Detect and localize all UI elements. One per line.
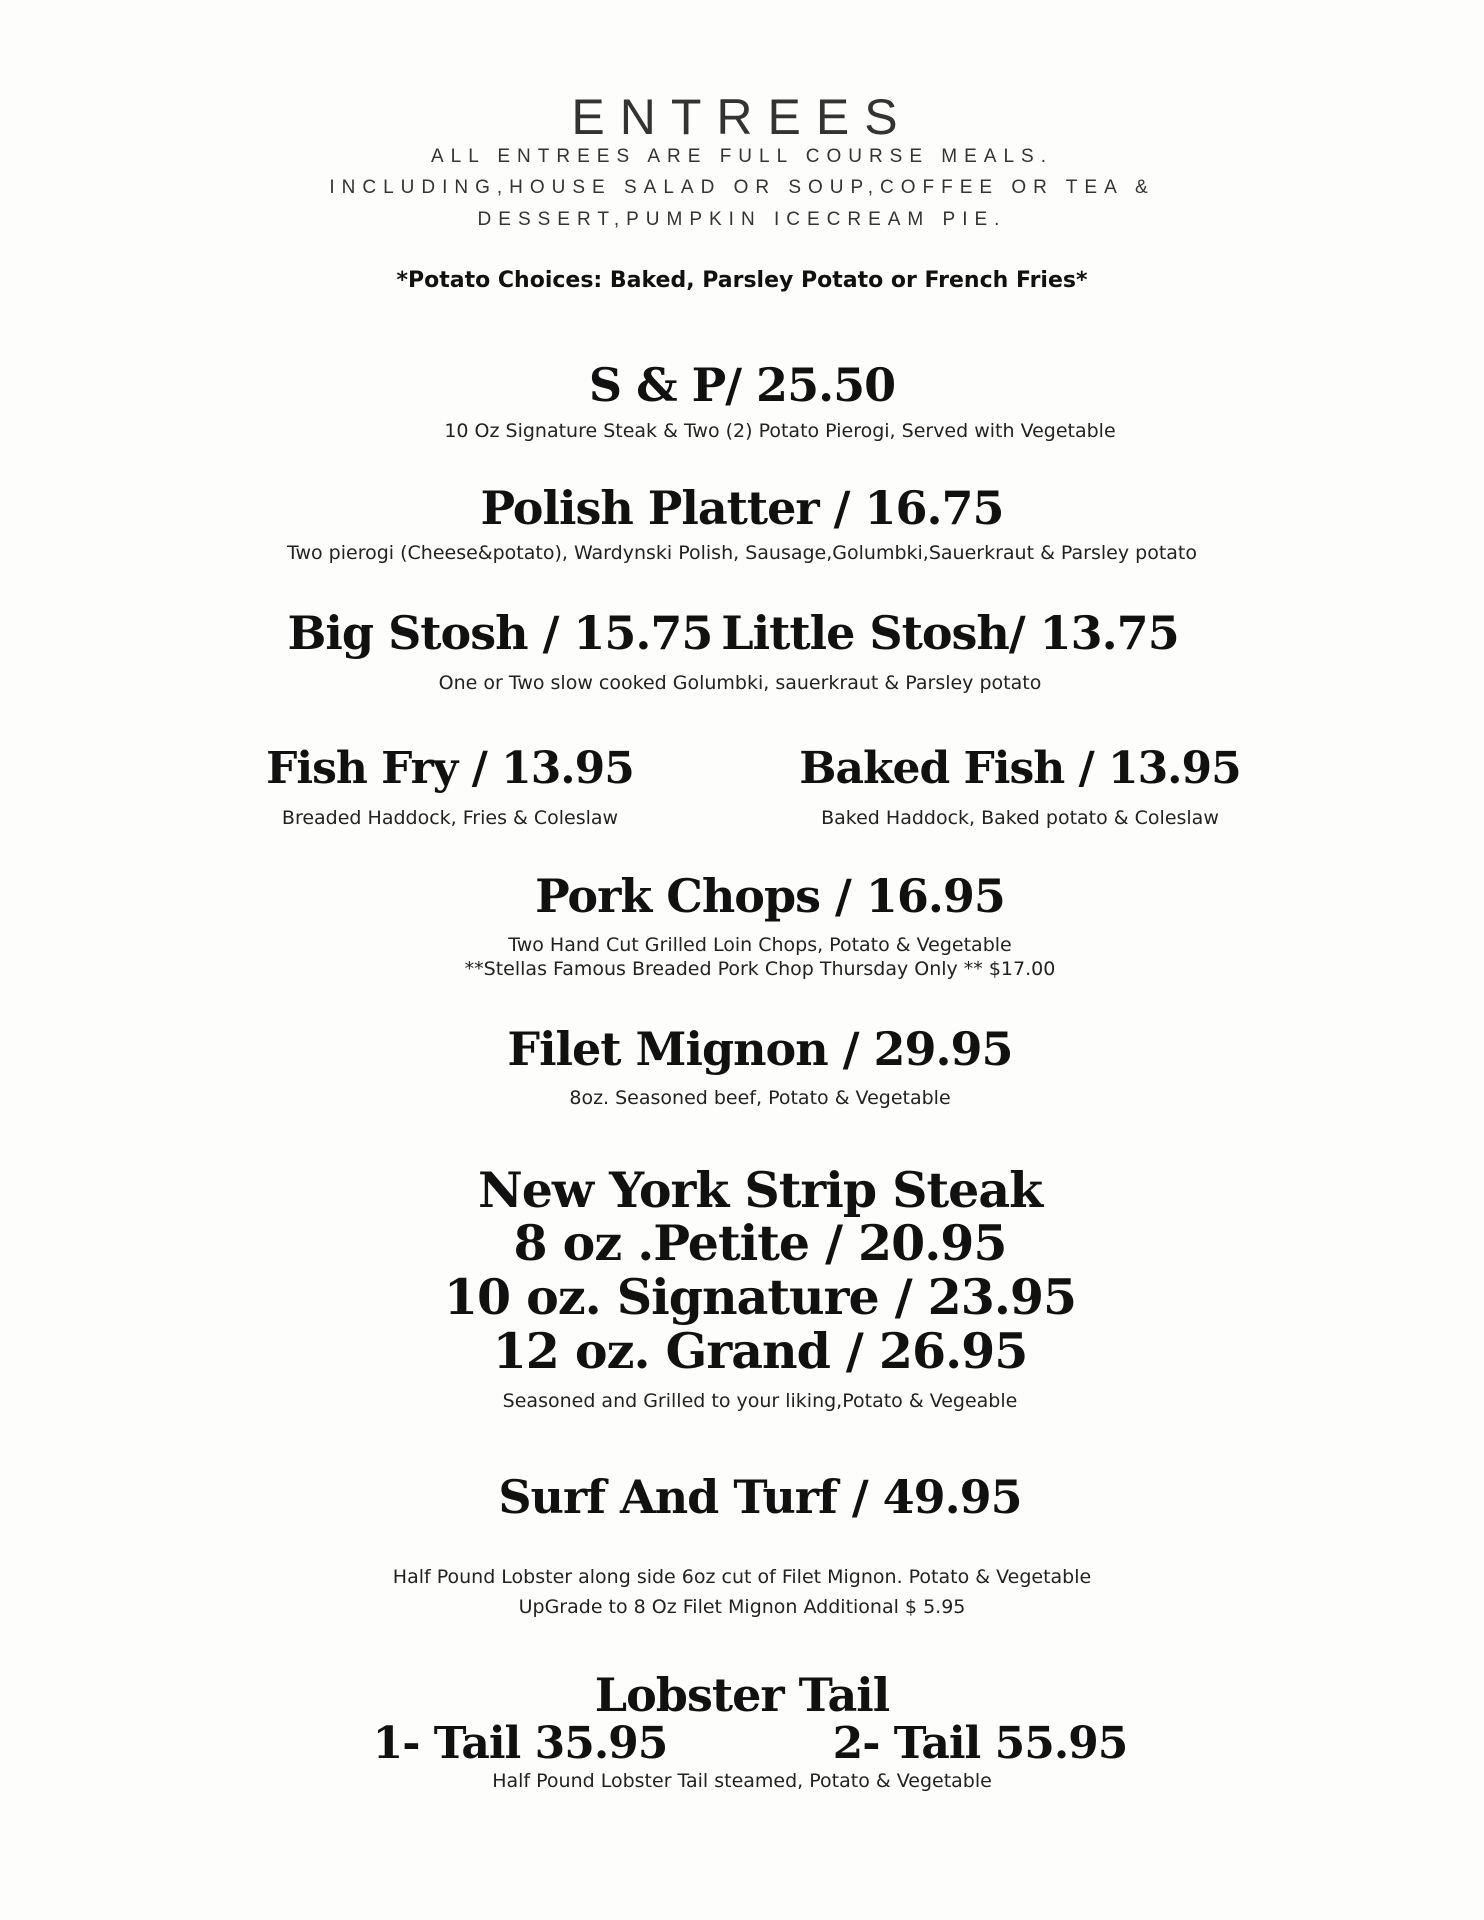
baked-fish-description: Baked Haddock, Baked potato & Coleslaw bbox=[821, 807, 1219, 829]
lobster-tail-title: Lobster Tail bbox=[594, 1668, 890, 1722]
pork-chops-description-line-2: **Stellas Famous Breaded Pork Chop Thursday Only ** $17.00 bbox=[464, 958, 1056, 980]
ny-strip-petite: 8 oz .Petite / 20.95 bbox=[513, 1214, 1007, 1272]
ny-strip-grand: 12 oz. Grand / 26.95 bbox=[492, 1322, 1028, 1380]
pork-chops-description-line-1: Two Hand Cut Grilled Loin Chops, Potato & Vegetable bbox=[508, 934, 1012, 956]
stosh-description: One or Two slow cooked Golumbki, sauerkraut & Parsley potato bbox=[438, 672, 1042, 694]
filet-mignon-description: 8oz. Seasoned beef, Potato & Vegetable bbox=[569, 1087, 951, 1109]
ny-strip-signature: 10 oz. Signature / 23.95 bbox=[443, 1268, 1077, 1326]
sp-title: S & P/ 25.50 bbox=[588, 358, 896, 412]
ny-strip-description: Seasoned and Grilled to your liking,Potato & Vegeable bbox=[502, 1390, 1018, 1412]
ny-strip-title: New York Strip Steak bbox=[477, 1161, 1043, 1219]
surf-and-turf-description-line-1: Half Pound Lobster along side 6oz cut of Filet Mignon. Potato & Vegetable bbox=[392, 1566, 1092, 1588]
polish-platter-description: Two pierogi (Cheese&potato), Wardynski Polish, Sausage,Golumbki,Sauerkraut & Parsley potato bbox=[287, 542, 1197, 564]
surf-and-turf-title: Surf And Turf / 49.95 bbox=[498, 1470, 1022, 1524]
lobster-tail-description: Half Pound Lobster Tail steamed, Potato & Vegetable bbox=[492, 1770, 992, 1792]
surf-and-turf-description-line-2: UpGrade to 8 Oz Filet Mignon Additional $ 5.95 bbox=[518, 1596, 966, 1618]
subtitle-line-3: DESSERT,PUMPKIN ICECREAM PIE. bbox=[477, 209, 1007, 230]
subtitle-line-1: ALL ENTREES ARE FULL COURSE MEALS. bbox=[431, 146, 1053, 167]
big-stosh-title: Big Stosh / 15.75 bbox=[287, 606, 713, 660]
baked-fish-title: Baked Fish / 13.95 bbox=[799, 743, 1241, 794]
lobster-one-tail: 1- Tail 35.95 bbox=[372, 1718, 668, 1769]
polish-platter-title: Polish Platter / 16.75 bbox=[480, 481, 1004, 535]
pork-chops-title: Pork Chops / 16.95 bbox=[535, 869, 1005, 923]
page-title: ENTREES bbox=[571, 89, 913, 145]
potato-choices-note: *Potato Choices: Baked, Parsley Potato or French Fries* bbox=[396, 268, 1088, 293]
lobster-two-tail: 2- Tail 55.95 bbox=[832, 1718, 1128, 1769]
fish-fry-title: Fish Fry / 13.95 bbox=[266, 743, 634, 794]
filet-mignon-title: Filet Mignon / 29.95 bbox=[507, 1022, 1013, 1076]
little-stosh-title: Little Stosh/ 13.75 bbox=[721, 606, 1179, 660]
sp-description: 10 Oz Signature Steak & Two (2) Potato Pierogi, Served with Vegetable bbox=[444, 420, 1116, 442]
subtitle-line-2: INCLUDING,HOUSE SALAD OR SOUP,COFFEE OR TEA & bbox=[329, 177, 1155, 198]
fish-fry-description: Breaded Haddock, Fries & Coleslaw bbox=[281, 807, 619, 829]
